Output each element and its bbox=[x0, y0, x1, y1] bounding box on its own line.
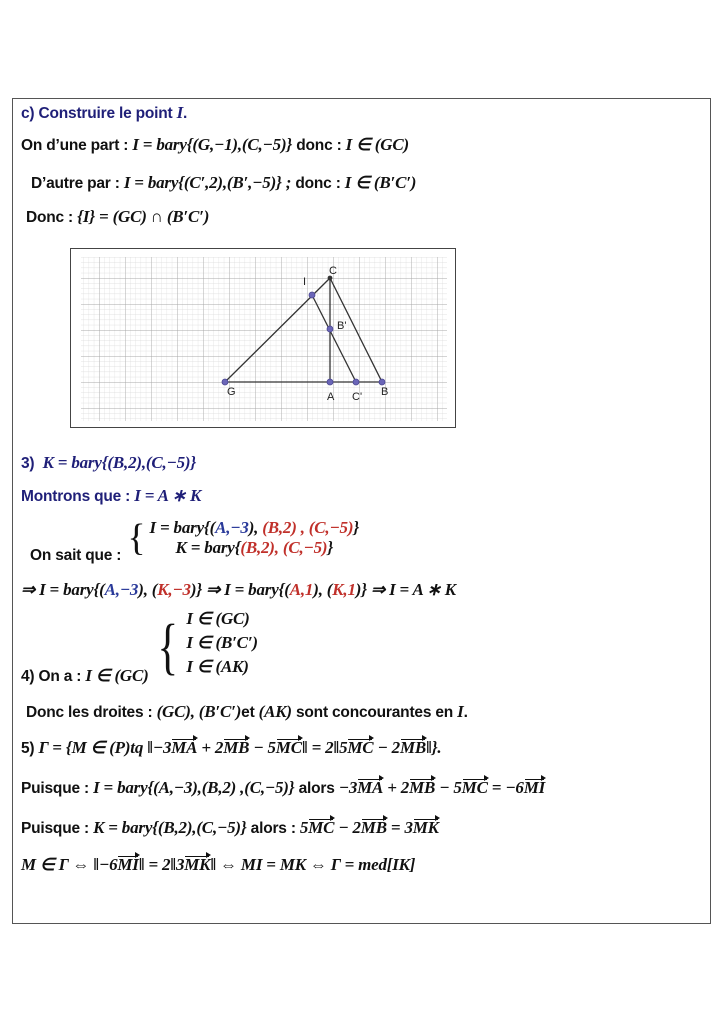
heading-end: . bbox=[183, 105, 188, 122]
label: D’autre par : bbox=[31, 175, 124, 192]
math: I ∈ (GC) bbox=[85, 666, 149, 686]
math: − 5 bbox=[249, 738, 276, 757]
heading-var: I bbox=[176, 103, 183, 122]
math: I = A ∗ K bbox=[134, 486, 202, 505]
math: A,−3 bbox=[104, 580, 139, 599]
system-line-1: I = bary{(A,−3), (B,2) , (C,−5)} bbox=[149, 518, 360, 537]
system-lines bbox=[150, 518, 360, 558]
math: Γ = {M ∈ (P)tq ‖−3 bbox=[38, 738, 172, 757]
point-label-B: B bbox=[381, 386, 389, 398]
label: et bbox=[241, 704, 259, 721]
math: K = bary{(B,2),(C,−5)} bbox=[93, 818, 247, 837]
known-system bbox=[30, 517, 360, 565]
math: − 5 bbox=[435, 778, 462, 797]
vector-MB: MB bbox=[360, 818, 387, 837]
since-I-line bbox=[21, 778, 545, 798]
heading-text: c) Construire le point bbox=[21, 105, 177, 122]
vector-MC: MC bbox=[308, 818, 335, 837]
vector-MC: MC bbox=[461, 778, 488, 797]
math: K = bary{(B,2),(C,−5)} bbox=[42, 453, 197, 472]
label: sont concourantes en bbox=[291, 704, 458, 721]
label: Puisque : bbox=[21, 780, 94, 797]
left-brace: { bbox=[157, 612, 178, 681]
math: (AK) bbox=[258, 702, 292, 721]
math: I bbox=[457, 702, 464, 721]
system-line-2: I ∈ (B′C′) bbox=[186, 633, 258, 652]
line-part-two bbox=[31, 173, 416, 193]
math: ), ( bbox=[313, 580, 333, 599]
math: I = bary{(A,−3),(B,2) ,(C,−5)} bbox=[93, 778, 295, 797]
math: = −6 bbox=[487, 778, 524, 797]
vector-MI: MI bbox=[523, 778, 546, 797]
grid-figure-svg bbox=[71, 249, 456, 428]
point-label-G: G bbox=[227, 386, 236, 398]
math: = 3 bbox=[386, 818, 413, 837]
math: K,1 bbox=[332, 580, 356, 599]
label: . bbox=[463, 704, 468, 721]
math: I ∈ (B′C′) bbox=[344, 173, 417, 192]
show-that-line bbox=[21, 486, 201, 506]
label: alors : bbox=[246, 820, 300, 837]
label: donc : bbox=[291, 175, 345, 192]
gamma-conclusion bbox=[21, 855, 415, 875]
math: − 2 bbox=[334, 818, 361, 837]
vector-MB: MB bbox=[399, 738, 427, 757]
system-line-3: I ∈ (AK) bbox=[186, 657, 249, 676]
math: )} ⇒ I = bary{( bbox=[190, 580, 290, 599]
label: alors bbox=[294, 780, 339, 797]
math: A,1 bbox=[289, 580, 314, 599]
math: ‖}. bbox=[426, 738, 442, 757]
concurrency-system bbox=[186, 607, 258, 679]
math: K,−3 bbox=[157, 580, 191, 599]
label: Montrons que : bbox=[21, 488, 135, 505]
point-label-A: A bbox=[327, 391, 335, 403]
label: Puisque : bbox=[21, 820, 94, 837]
label: On sait que : bbox=[30, 547, 122, 565]
math: {I} = (GC) ∩ (B′C′) bbox=[77, 207, 210, 226]
math: ), ( bbox=[138, 580, 158, 599]
math: (GC), (B′C′) bbox=[156, 702, 242, 721]
vector-MC: MC bbox=[347, 738, 374, 757]
geometry-figure bbox=[70, 248, 456, 428]
number: 3) bbox=[21, 455, 35, 472]
system-line-1: I ∈ (GC) bbox=[186, 609, 250, 628]
vector-MI: MI bbox=[117, 855, 139, 874]
math: ⇒ I = bary{( bbox=[21, 580, 105, 599]
vector-MB: MB bbox=[409, 778, 436, 797]
math: −3 bbox=[338, 778, 358, 797]
label: On d’une part : bbox=[21, 137, 133, 154]
line-conclusion-c bbox=[26, 207, 209, 227]
vector-MK: MK bbox=[412, 818, 439, 837]
math: M ∈ Γ ⇔ ‖−6 bbox=[21, 855, 118, 874]
label: donc : bbox=[292, 137, 346, 154]
vector-MK: MK bbox=[184, 855, 211, 874]
math: )} ⇒ I = A ∗ K bbox=[355, 580, 456, 599]
line-part-one bbox=[21, 135, 409, 155]
math: ‖ = 2‖5 bbox=[301, 738, 348, 757]
point-label-Cprime: C' bbox=[352, 391, 363, 403]
math: + 2 bbox=[383, 778, 410, 797]
vector-MA: MA bbox=[171, 738, 198, 757]
math: I = bary{(C′,2),(B′,−5)} ; bbox=[123, 173, 292, 192]
section-3-heading bbox=[21, 453, 196, 473]
vector-MA: MA bbox=[357, 778, 384, 797]
point-label-C: C bbox=[329, 265, 337, 277]
concurrency-conclusion bbox=[26, 702, 468, 722]
point-label-Bprime: B' bbox=[337, 320, 347, 332]
label: Donc : bbox=[26, 209, 78, 226]
math: + 2 bbox=[197, 738, 224, 757]
implication-line bbox=[21, 580, 456, 600]
math: ‖ ⇔ MI = MK ⇔ Γ = med[IK] bbox=[210, 855, 416, 874]
label: 4) On a : bbox=[21, 668, 86, 686]
system-line-2: K = bary{(B,2), (C,−5)} bbox=[175, 538, 334, 557]
label: Donc les droites : bbox=[26, 704, 157, 721]
math: ‖ = 2‖3 bbox=[138, 855, 185, 874]
label: 5) bbox=[21, 740, 39, 757]
section-c-heading bbox=[21, 103, 187, 123]
point-label-I: I bbox=[303, 276, 307, 288]
left-brace: { bbox=[127, 517, 146, 559]
gamma-definition bbox=[21, 738, 441, 758]
vector-MC: MC bbox=[275, 738, 302, 757]
math: I ∈ (GC) bbox=[345, 135, 409, 154]
math: − 2 bbox=[373, 738, 400, 757]
vector-MB: MB bbox=[223, 738, 250, 757]
section-4 bbox=[21, 609, 258, 686]
math: 5 bbox=[299, 818, 309, 837]
since-K-line bbox=[21, 818, 439, 838]
math: I = bary{(G,−1),(C,−5)} bbox=[132, 135, 293, 154]
